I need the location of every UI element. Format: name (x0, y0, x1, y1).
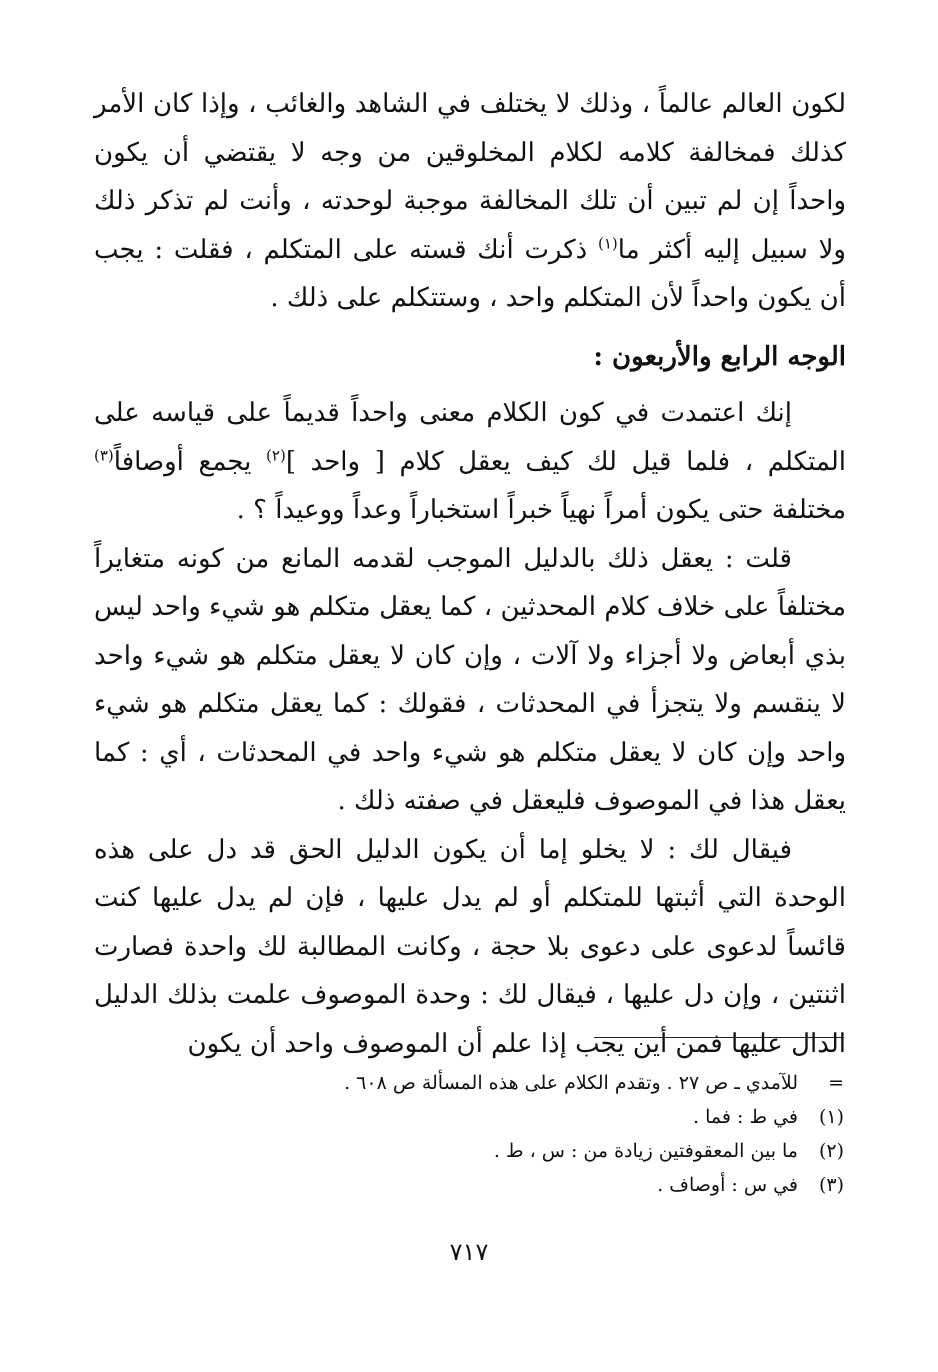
footnote-mark: (٢) (818, 1140, 844, 1162)
footnote-continued (92, 1066, 844, 1100)
footnote-mark: = (828, 1072, 844, 1094)
footnote-text: للآمدي ـ ص ٢٧ . وتقدم الكلام على هذه المسألة ص ٦٠٨ . (344, 1072, 798, 1094)
paragraph-text: لكون العالم عالماً ، وذلك لا يختلف في الشاهد والغائب ، وإذا كان الأمر كذلك فمخالفة كلامه لكلام المخلوقين من وجه لا يقتضي أن يكون واحداً إن لم تبين أن تلك المخالفة موجبة لوحدته ، وأنت لم تذكر ذلك ولا سبيل إليه أكثر ما (94, 89, 846, 265)
paragraph-3 (94, 535, 846, 826)
footnote-3 (92, 1168, 844, 1202)
paragraph-2 (94, 389, 846, 535)
footnote-text: في ط : فما . (693, 1106, 798, 1128)
paragraph-1 (94, 80, 846, 323)
footnote-mark: (٣) (818, 1174, 844, 1196)
footnote-2 (92, 1134, 844, 1168)
footnote-mark: (١) (818, 1106, 844, 1128)
paragraph-text: إنك اعتمدت في كون الكلام معنى واحداً قديماً على قياسه على المتكلم ، فلما قيل لك كيف يعقل كلام [ واحد ] (94, 398, 847, 477)
main-text (94, 80, 846, 1068)
paragraph-4 (94, 826, 846, 1069)
paragraph-text: قلت : يعقل ذلك بالدليل الموجب لقدمه المانع من كونه متغايراً مختلفاً على خلاف كلام المحدثين ، كما يعقل متكلم هو شيء واحد ليس بذي أبعاض ولا أجزاء ولا آلات ، وإن كان لا يعقل متكلم هو شيء واحد لا ينقسم ولا يتجزأ في المحدثات ، فقولك : كما يعقل متكلم هو شيء واحد وإن كان لا يعقل متكلم هو شيء واحد في المحدثات ، أي : كما يعقل هذا في الموصوف فليعقل في صفته ذلك . (94, 543, 846, 816)
paragraph-text: فيقال لك : لا يخلو إما أن يكون الدليل الحق قد دل على هذه الوحدة التي أثبتها للمتكلم أو لم يدل عليها ، فإن لم يدل عليها كنت قائساً لدعوى على دعوى بلا حجة ، وكانت المطالبة لك واحدة فصارت اثنتين ، وإن دل عليها ، فيقال لك : وحدة الموصوف علمت بذلك الدليل الدال عليها فمن أين يجب إذا علم أن الموصوف واحد أن يكون (94, 834, 846, 1059)
paragraph-text: يجمع أوصافاً (113, 446, 267, 477)
footnote-text: ما بين المعقوفتين زيادة من : س ، ط . (493, 1140, 798, 1162)
paragraph-text: ذكرت أنك قسته على المتكلم ، فقلت : يجب أن يكون واحداً لأن المتكلم واحد ، وستتكلم على ذلك . (94, 234, 846, 313)
footnotes (92, 1066, 844, 1202)
footnote-text: في س : أوصاف . (657, 1174, 798, 1196)
footnote-marker-3[interactable]: (٣) (94, 445, 114, 464)
section-heading: الوجه الرابع والأربعون : (593, 341, 846, 372)
page-number: ٧١٧ (449, 1238, 489, 1266)
footnote-separator (594, 1037, 844, 1038)
footnote-1 (92, 1100, 844, 1134)
footnote-marker-1[interactable]: (١) (598, 233, 618, 252)
paragraph-text: مختلفة حتى يكون أمراً نهياً خبراً استخباراً وعداً ووعيداً ؟ . (236, 495, 846, 525)
footnote-marker-2[interactable]: (٢) (266, 445, 286, 464)
